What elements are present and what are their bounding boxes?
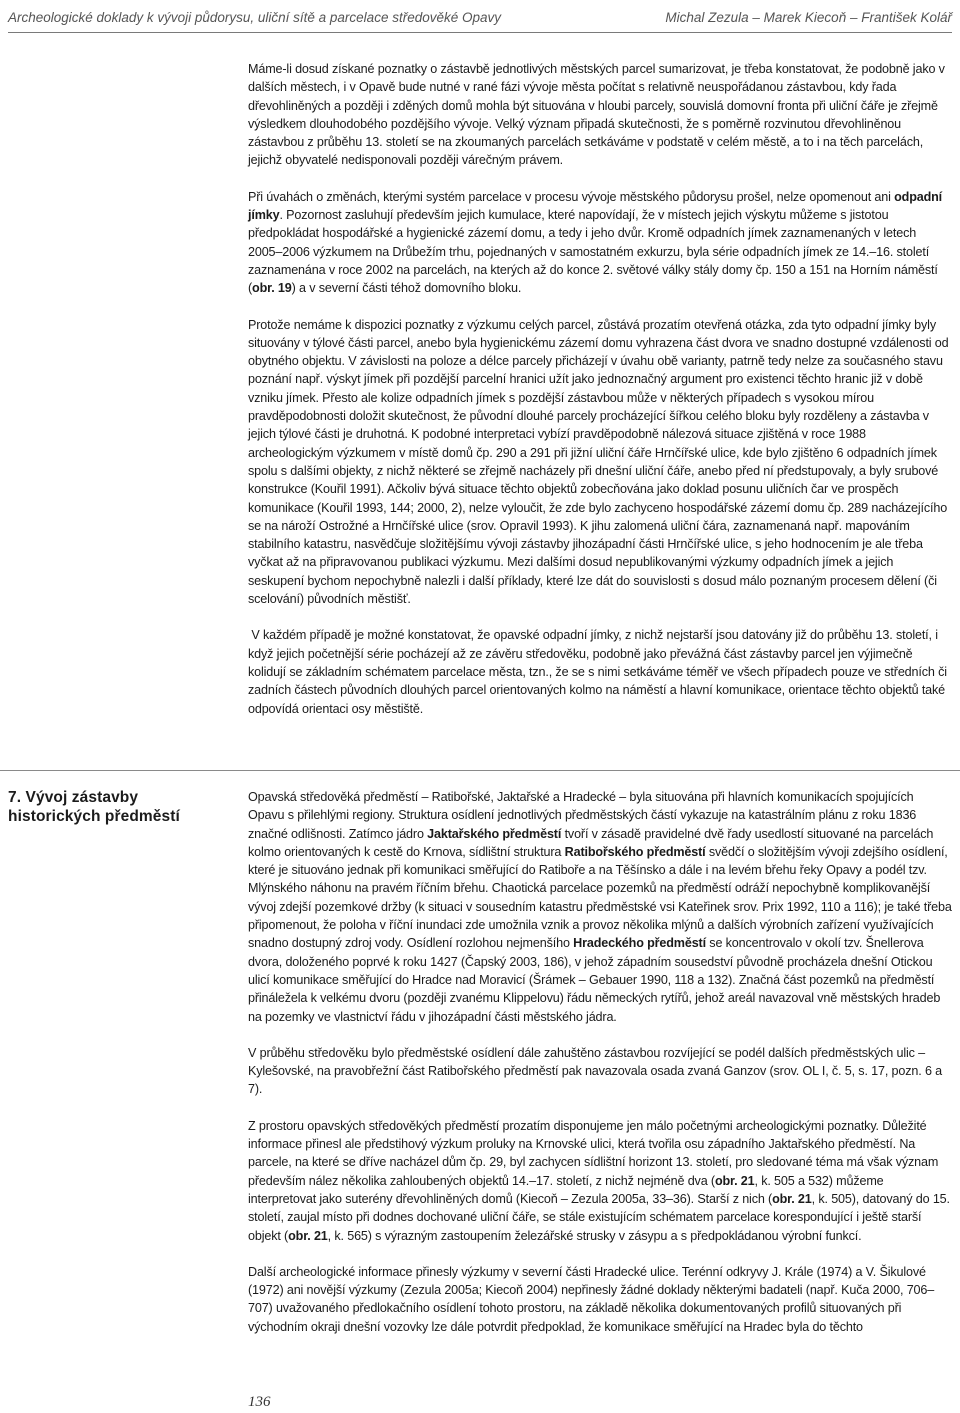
- text-run: Opavská středověká předměstí – Ratibořské, Jaktařské a Hradecké – byla situována při hlavních komunikacích spojujících Opavu s přilehlými regiony. Struktura osídlení jednotlivých předměstských částí vykazuje na katastrálním plánu z roku 1836 značné odlišnosti. Zatímco jádro: [248, 790, 917, 841]
- paragraph: Máme-li dosud získané poznatky o zástavbě jednotlivých městských parcel sumarizovat, je třeba konstatovat, že podobně jako v dalších městech, i v Opavě bude nutné v rané fázi vývoje města počítat s relativně neuspořádanou zástavbou, kdy řada dřevohliněných a později i zděných domů mohla být situována v hloubi parcely, souvislá domovní fronta při uliční čáře je zřejmě výsledkem dlouhodobého pozdějšího vývoje. Velký význam připadá skutečnosti, že s poměrně rozvinutou dřevohliněnou zástavbou z průběhu 13. století se na zkoumaných parcelách setkáváme v podstatě v celém městě, a to i na těch parcelách, jejichž obyvatelé nedisponovali později várečným právem.: [248, 62, 945, 168]
- text-run: se koncentrovalo v okolí tzv. Šnellerova dvora, doloženého poprvé k roku 1427 (Čapský 2003, 186), v jehož západním sousedství původně procházela dnešní Otickou ulicí komunikace směřující do Hradce nad Moravicí (Šrámek – Gebauer 1990, 118 a 132). Značná část pozemků na předměstí přináležela k velkému dvoru (později zvanému Klippelovu) řádu německých rytířů, jehož areál navazoval vně městských hradeb na pozemky ve vlastnictví řádu v jihozápadní části městského jádra.: [248, 936, 941, 1024]
- bold-term: odpadní jímky: [248, 189, 943, 223]
- bold-term: obr. 21: [772, 1191, 812, 1206]
- paragraph: [248, 1117, 952, 1245]
- text-run: Další archeologické informace přinesly výzkumy v severní části Hradecké ulice. Terénní odkryvy J. Krále (1974) a V. Šikulové (1972) ani novější výzkumy (Zezula 2005a; Kiecoň 2004) nepřinesly žádné doklady některými badateli (např. Kuča 2000, 706–707) uvažovaného předlokačního osídlení tohoto prostoru, na základě několika dokumentovaných profilů situovaných při východním okraji dnešní vozovky lze dále potvrdit předpoklad, že komunikace směřující na Hradec byla do těchto: [248, 1264, 935, 1334]
- text-run: Při úvahách o změnách, kterými systém parcelace v procesu vývoje městského půdorysu prošel, nelze opomenout ani: [248, 189, 895, 204]
- paragraph: [248, 788, 952, 1026]
- page-number: 136: [248, 1394, 271, 1410]
- text-run: Z prostoru opavských středověkých předměstí prozatím disponujeme jen málo početnými archeologickými poznatky. Důležité informace přinesl ale předstihový výzkum proluky na Krnovské ulici, která tvořila osu západního Jaktařského předměstí. Na parcele, na které se dříve nacházel dům čp. 29, byl zachycen sídlištní horizont 13. století, pro sledované téma má však význam především nález několika zahloubených objektů 14.–17. století, z nichž nejméně dva (: [248, 1118, 939, 1188]
- bold-term: obr. 21: [714, 1173, 755, 1188]
- main-text-top: [248, 60, 952, 736]
- main-text-section: [248, 788, 952, 1354]
- text-run: , k. 505), datovaný do 15. století, zaujal místo při dodnes dochované uliční čáře, se stále existujícím schématem parcelace korespondující i ještě starší objekt (: [248, 1191, 950, 1243]
- text-run: , k. 505 a 532) můžeme interpretovat jako suterény dřevohliněných domů (Kiecoň – Zezula 2005a, 33–36). Starší z nich (: [248, 1173, 884, 1206]
- paragraph: V každém případě je možné konstatovat, že opavské odpadní jímky, z nichž nejstarší jsou datovány již do průběhu 13. století, i když jejich početnější série pocházejí až ze závěru středověku, podobně jako převážná část zástavby parcel jen výjimečně kolidují se základním schématem parcelace města, tzn., že se s nimi setkáváme téměř ve všech případech pouze ve středních či zadních částech původních dlouhých parcel orientovaných kolmo na náměstí a hlavní komunikace, orientace těchto objektů také odpovídá orientaci osy městiště.: [248, 628, 951, 716]
- running-title: Archeologické doklady k vývoji půdorysu, uliční sítě a parcelace středověké Opavy: [8, 10, 502, 25]
- bold-term: obr. 21: [288, 1228, 328, 1243]
- paragraph: [248, 188, 952, 298]
- text-run: , k. 565) s výrazným zastoupením železářské strusky v zásypu a s předpokládanou výrobní funkcí.: [327, 1228, 862, 1243]
- section-heading: 7. Vývoj zástavby historických předměstí: [8, 789, 180, 825]
- paragraph: Protože nemáme k dispozici poznatky z výzkumu celých parcel, zůstává prozatím otevřená otázka, zda tyto odpadní jímky byly situovány v týlové části parcel, anebo byla hygienickému zázemí domu vyhrazena část dvora ve snadno dostupné vzdálenosti od obytného objektu. V závislosti na poloze a délce parcely přicházejí v úvahu obě varianty, patrně tedy nelze za současného stavu poznání např. výskyt jímek při pozdější parcelní hranici užít jako jednoznačný argument pro existenci těchto hranic již v době vzniku jímek. Přesto ale kolize odpadních jímek s pozdější zástavbou může v některých případech s vysokou mírou pravděpodobnosti doložit skutečnost, že původní dlouhé parcely procházející šířkou celého bloku byly rozděleny a zástavba v jejich týlové části je druhotná. K podobné interpretaci vybízí pravděpodobně nálezová situace zjištěná v roce 1988 archeologickým výzkumem v místě domů čp. 290 a 291 při jižní uliční čáře Hrnčířské ulice, kde bylo zjištěno 6 odpadních jímek spolu s dalšími objekty, z nichž některé se zřejmě nacházely při dnešní uliční čáře, anebo před ní předstupovaly, a byly srubové konstrukce (Kouřil 1991). Ačkoliv bývá situace těchto objektů zobecňována jako doklad posunu uličních čar ve prospěch komunikace (Kouřil 1993, 144; 2000, 2), nelze vyloučit, že zde bylo zachyceno hospodářské zázemí domu čp. 289 nacházejícího se na nároží Ostrožné a Hrnčířské ulice (srov. Opravil 1993). K jihu zalomená uliční čára, zaznamenaná např. mapováním stabilního katastru, nasvědčuje složitějšímu vývoji zástavby jihozápadní části Hrnčířské ulice, s jeho hodnocením je ale třeba vyčkat až na připravovanou publikaci výzkumu. Mezi dalšími dosud nepublikovanými výzkumy odpadních jímek a jejich seskupení bychom nepochybně nalezli i další příklady, které lze dát do souvislosti s dosud málo poznaným procesem dělení (či scelování) původních městišť.: [248, 317, 949, 607]
- running-authors: Michal Zezula – Marek Kiecoň – František Kolář: [665, 10, 952, 25]
- paragraph: [248, 1263, 952, 1336]
- bold-term: Hradeckého předměstí: [573, 936, 706, 951]
- text-run: . Pozornost zasluhují především jejich kumulace, které napovídají, že v místech jejich výskytu můžeme s jistotou předpokládat hospodářské a hygienické zázemí domu, a tedy i jeho dvůr. Kromě odpadních jímek zaznamenaných v letech 2005–2006 výzkumem na Drůbežím trhu, pojednaných v samostatném exkurzu, byla série odpadních jímek ze 14.–16. století zaznamenána v roce 2002 na parcelách, na kterých až do konce 2. světové války stály domy čp. 150 a 151 na Horním náměstí (: [248, 208, 938, 296]
- text-run: ) a v severní části téhož domovního bloku.: [291, 281, 522, 296]
- section-divider: [0, 770, 960, 771]
- running-header: [8, 6, 952, 33]
- text-run: svědčí o složitějším vývoji zdejšího osídlení, které je situováno jednak při komunikaci směřující do Ratiboře a na Těšínsko a dále i na levém břehu řeky Opavy a podél tzv. Mlýnského náhonu na pravém říčním břehu. Chaotická parcelace pozemků na předměstí odráží nepochybně komplikovanější vývoj zdejší pozemkové držby (k situaci v sousedním katastru předměstské vsi Kateřinek srov. Prix 1992, 110 a 116); je také třeba připomenout, že poloha v říční inundaci zde umožnila vznik a provoz několika mlýnů a dalších výrobních zařízení využívajících snadno dostupný zdroj vody. Osídlení rozlohou nejmenšího: [248, 844, 952, 951]
- text-run: tvoří v zásadě pravidelné dvě řady usedlostí situované na parcelách kolmo orientovaných k cestě do Krnova, sídlištní struktura: [248, 826, 934, 859]
- text-run: V průběhu středověku bylo předměstské osídlení dále zahuštěno zástavbou rozvíjející se podél dalších předměstských ulic – Kylešovské, na pravobřežní část Ratibořského předměstí pak navazovala osada zvaná Ganzov (srov. OL I, č. 5, s. 17, pozn. 6 a 7).: [248, 1045, 943, 1097]
- figure-reference: obr. 19: [252, 281, 292, 296]
- bold-term: Jaktařského předměstí: [427, 826, 562, 841]
- paragraph: [248, 1044, 952, 1099]
- bold-term: Ratibořského předměstí: [564, 844, 706, 859]
